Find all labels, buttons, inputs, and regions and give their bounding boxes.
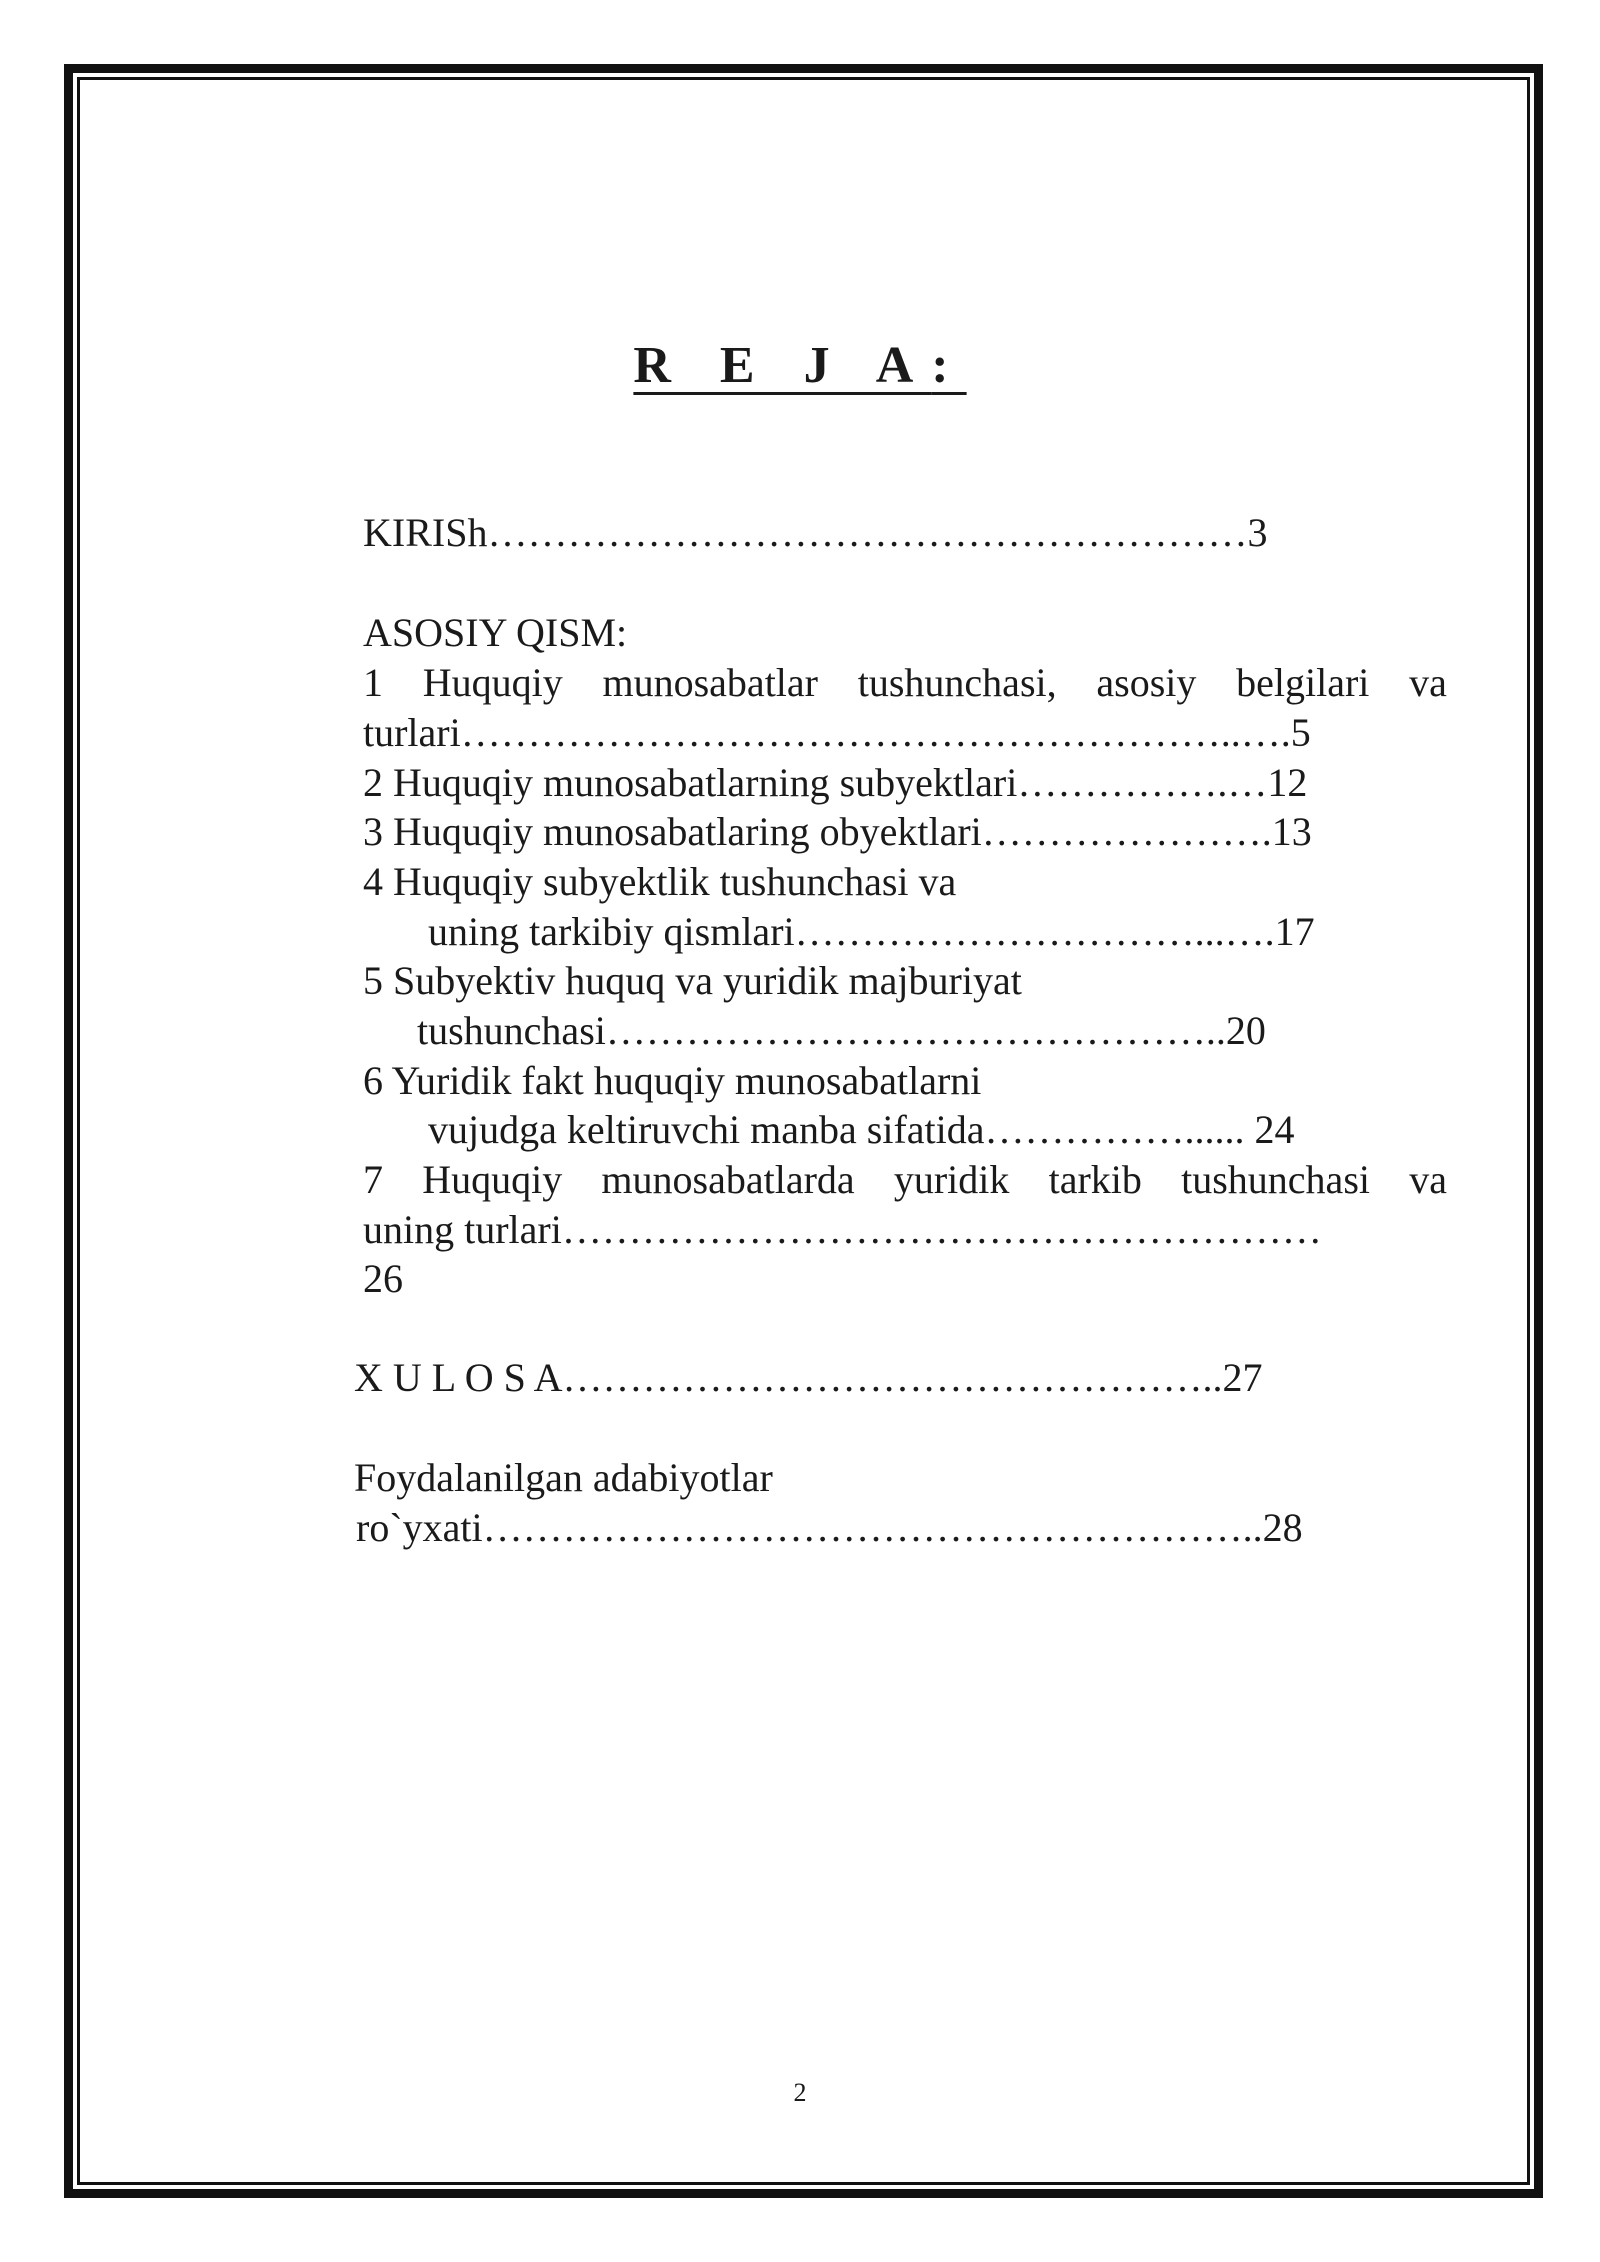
toc-adabiyotlar-line-1: Foydalanilgan adabiyotlar xyxy=(354,1455,773,1500)
toc-item-7-word: va xyxy=(1409,1157,1447,1202)
toc-item-1-line-1 xyxy=(363,660,1447,705)
page-title xyxy=(0,337,1600,394)
toc-item-7-line-2: uning turlari………………………………………………… xyxy=(363,1207,1322,1252)
toc-item-5-line-2: tushunchasi………………………………………..20 xyxy=(417,1008,1266,1053)
toc-item-7-word: munosabatlarda xyxy=(601,1157,855,1202)
toc-item-1-line-2: turlari…………………………………………………..….5 xyxy=(363,710,1311,755)
toc-item-6-line-1: 6 Yuridik fakt huquqiy munosabatlarni xyxy=(363,1058,982,1103)
toc-item-1-word: belgilari xyxy=(1236,660,1370,705)
toc-item-3: 3 Huquqiy munosabatlaring obyektlari………………….13 xyxy=(363,809,1312,854)
toc-item-7-word: yuridik xyxy=(893,1157,1010,1202)
toc-item-4-line-2: uning tarkibiy qismlari…………………………...….17 xyxy=(428,909,1315,954)
title-colon: : xyxy=(931,337,967,394)
toc-item-4-line-1: 4 Huquqiy subyektlik tushunchasi va xyxy=(363,859,957,904)
toc-item-1-word: munosabatlar xyxy=(602,660,818,705)
toc-item-1-word: asosiy xyxy=(1096,660,1197,705)
toc-item-1-word: Huquqiy xyxy=(422,660,563,705)
toc-item-7-word: 7 xyxy=(363,1157,383,1202)
toc-item-7-word: tushunchasi xyxy=(1181,1157,1370,1202)
toc-item-6-line-2: vujudga keltiruvchi manba sifatida……………...... 24 xyxy=(428,1107,1295,1152)
toc-item-2: 2 Huquqiy munosabatlarning subyektlari…………….…12 xyxy=(363,760,1308,805)
toc-item-7-line-3: 26 xyxy=(363,1256,403,1301)
toc-kirish: KIRISh…………………………………………………3 xyxy=(363,510,1268,555)
toc-item-7-word: Huquqiy xyxy=(422,1157,563,1202)
title-text: R E J A xyxy=(633,337,932,394)
toc-item-7-word: tarkib xyxy=(1048,1157,1142,1202)
toc-item-1-word: tushunchasi, xyxy=(857,660,1057,705)
toc-item-1-word: va xyxy=(1409,660,1447,705)
page-number: 2 xyxy=(793,2078,807,2107)
toc-item-5-line-1: 5 Subyektiv huquq va yuridik majburiyat xyxy=(363,958,1022,1003)
toc-item-7-line-1 xyxy=(363,1157,1447,1202)
toc-asosiy-qism-heading: ASOSIY QISM: xyxy=(363,610,628,655)
toc-item-1-word: 1 xyxy=(363,660,383,705)
toc-xulosa: X U L O S A…………………………………………..27 xyxy=(354,1355,1263,1400)
toc-adabiyotlar-line-2: ro`yxati…………………………………………………..28 xyxy=(356,1505,1303,1550)
